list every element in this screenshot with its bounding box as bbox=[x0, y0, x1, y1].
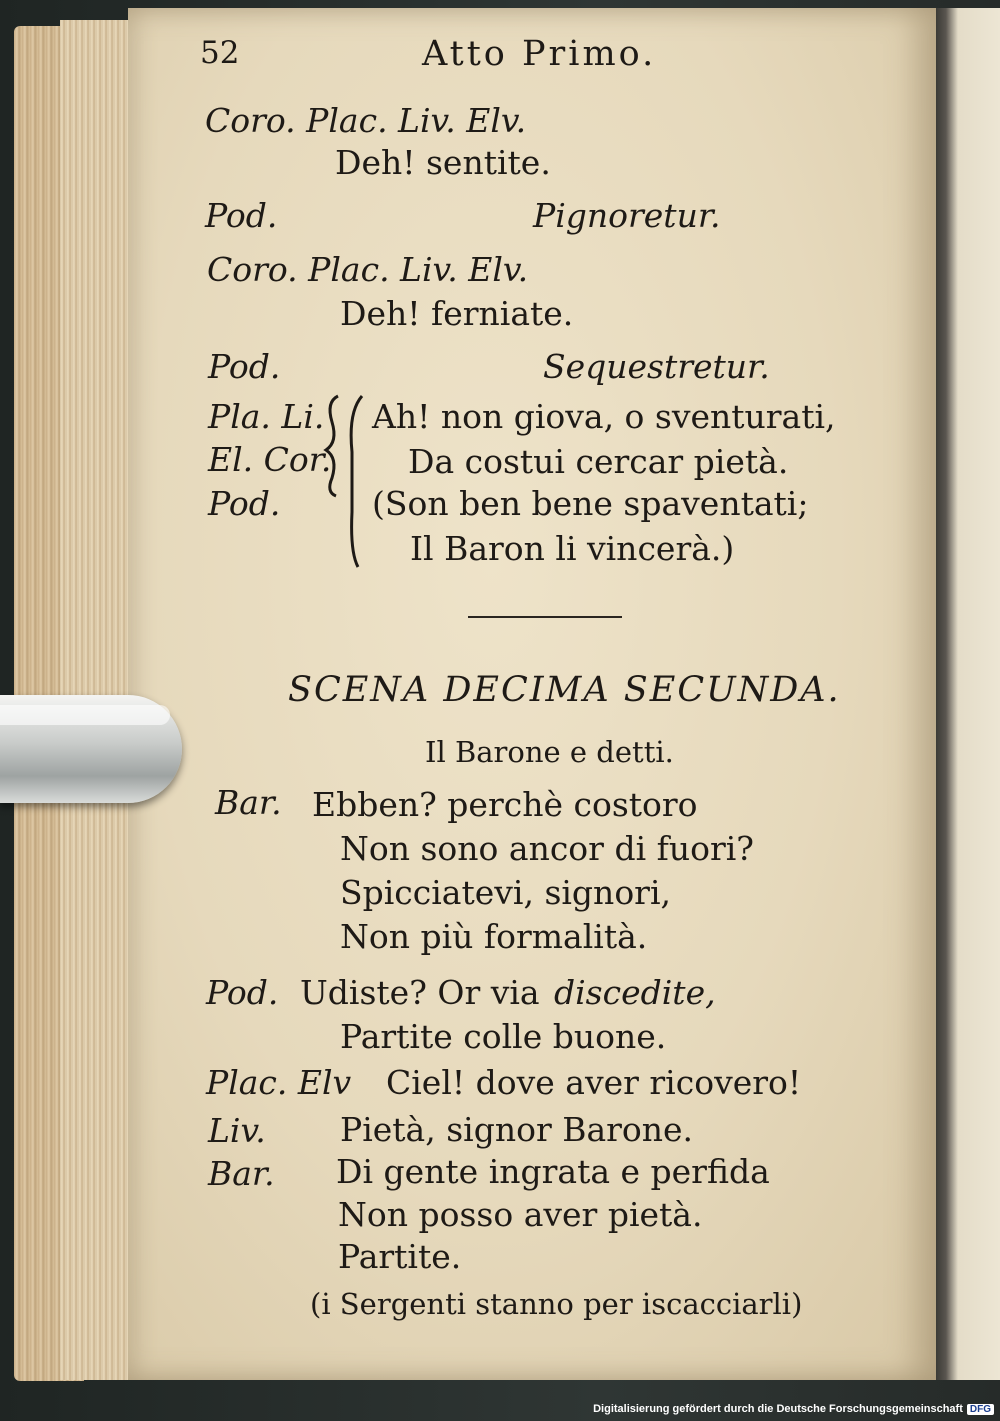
latin-line: discedite, bbox=[554, 973, 716, 1012]
latin-line: Pignoretur. bbox=[533, 196, 721, 235]
speaker-label: Liv. bbox=[208, 1111, 266, 1150]
verse-line: Spicciatevi, signori, bbox=[340, 873, 671, 912]
ensemble-brace bbox=[318, 392, 368, 572]
verse-line: Il Baron li vincerà.) bbox=[410, 529, 735, 568]
stage-direction: (i Sergenti stanno per iscacciarli) bbox=[310, 1287, 803, 1321]
verse-line: Non più formalità. bbox=[340, 917, 648, 956]
section-divider bbox=[468, 616, 622, 618]
verse-line: Ebben? perchè costoro bbox=[312, 785, 698, 824]
verse-line: Pietà, signor Barone. bbox=[340, 1110, 694, 1149]
speaker-label: Plac. Elv bbox=[206, 1063, 352, 1102]
verse-line: Deh! ferniate. bbox=[340, 294, 574, 333]
speaker-label: Coro. Plac. Liv. Elv. bbox=[205, 101, 527, 140]
credit-text: Digitalisierung gefördert durch die Deutsche Forschungsgemeinschaft bbox=[593, 1403, 963, 1415]
dfg-logo-icon: DFG bbox=[967, 1404, 994, 1415]
verse-line: Ah! non giova, o sventurati, bbox=[372, 397, 836, 436]
page-number: 52 bbox=[200, 35, 240, 71]
facing-page-edge bbox=[936, 8, 1000, 1380]
ensemble-speaker: Pla. Li. bbox=[208, 397, 325, 436]
running-title: Atto Primo. bbox=[422, 34, 657, 74]
page-clip bbox=[0, 695, 182, 805]
stage-direction: Il Barone e detti. bbox=[425, 735, 674, 769]
scene-title: SCENA DECIMA SECUNDA. bbox=[288, 670, 841, 710]
ensemble-speaker: Pod. bbox=[208, 484, 281, 523]
speaker-label: Coro. Plac. Liv. Elv. bbox=[207, 250, 529, 289]
speaker-label: Bar. bbox=[208, 1154, 275, 1193]
speaker-label: Pod. bbox=[206, 973, 279, 1012]
digitization-credit bbox=[593, 1401, 994, 1417]
verse-line: Partite colle buone. bbox=[340, 1017, 667, 1056]
verse-line: Deh! sentite. bbox=[335, 143, 551, 182]
ensemble-speaker: El. Cor. bbox=[208, 440, 332, 479]
verse-line: (Son ben bene spaventati; bbox=[372, 484, 809, 523]
verse-line: Udiste? Or via bbox=[300, 973, 540, 1012]
speaker-label: Pod. bbox=[205, 196, 278, 235]
speaker-label: Bar. bbox=[215, 783, 282, 822]
verse-line: Partite. bbox=[338, 1237, 462, 1276]
verse-line: Non sono ancor di fuori? bbox=[340, 829, 754, 868]
verse-line: Da costui cercar pietà. bbox=[408, 442, 789, 481]
verse-line: Di gente ingrata e perfida bbox=[336, 1152, 770, 1191]
verse-line: Non posso aver pietà. bbox=[338, 1195, 703, 1234]
speaker-label: Pod. bbox=[208, 347, 281, 386]
verse-line: Ciel! dove aver ricovero! bbox=[386, 1063, 802, 1102]
latin-line: Sequestretur. bbox=[543, 347, 770, 386]
